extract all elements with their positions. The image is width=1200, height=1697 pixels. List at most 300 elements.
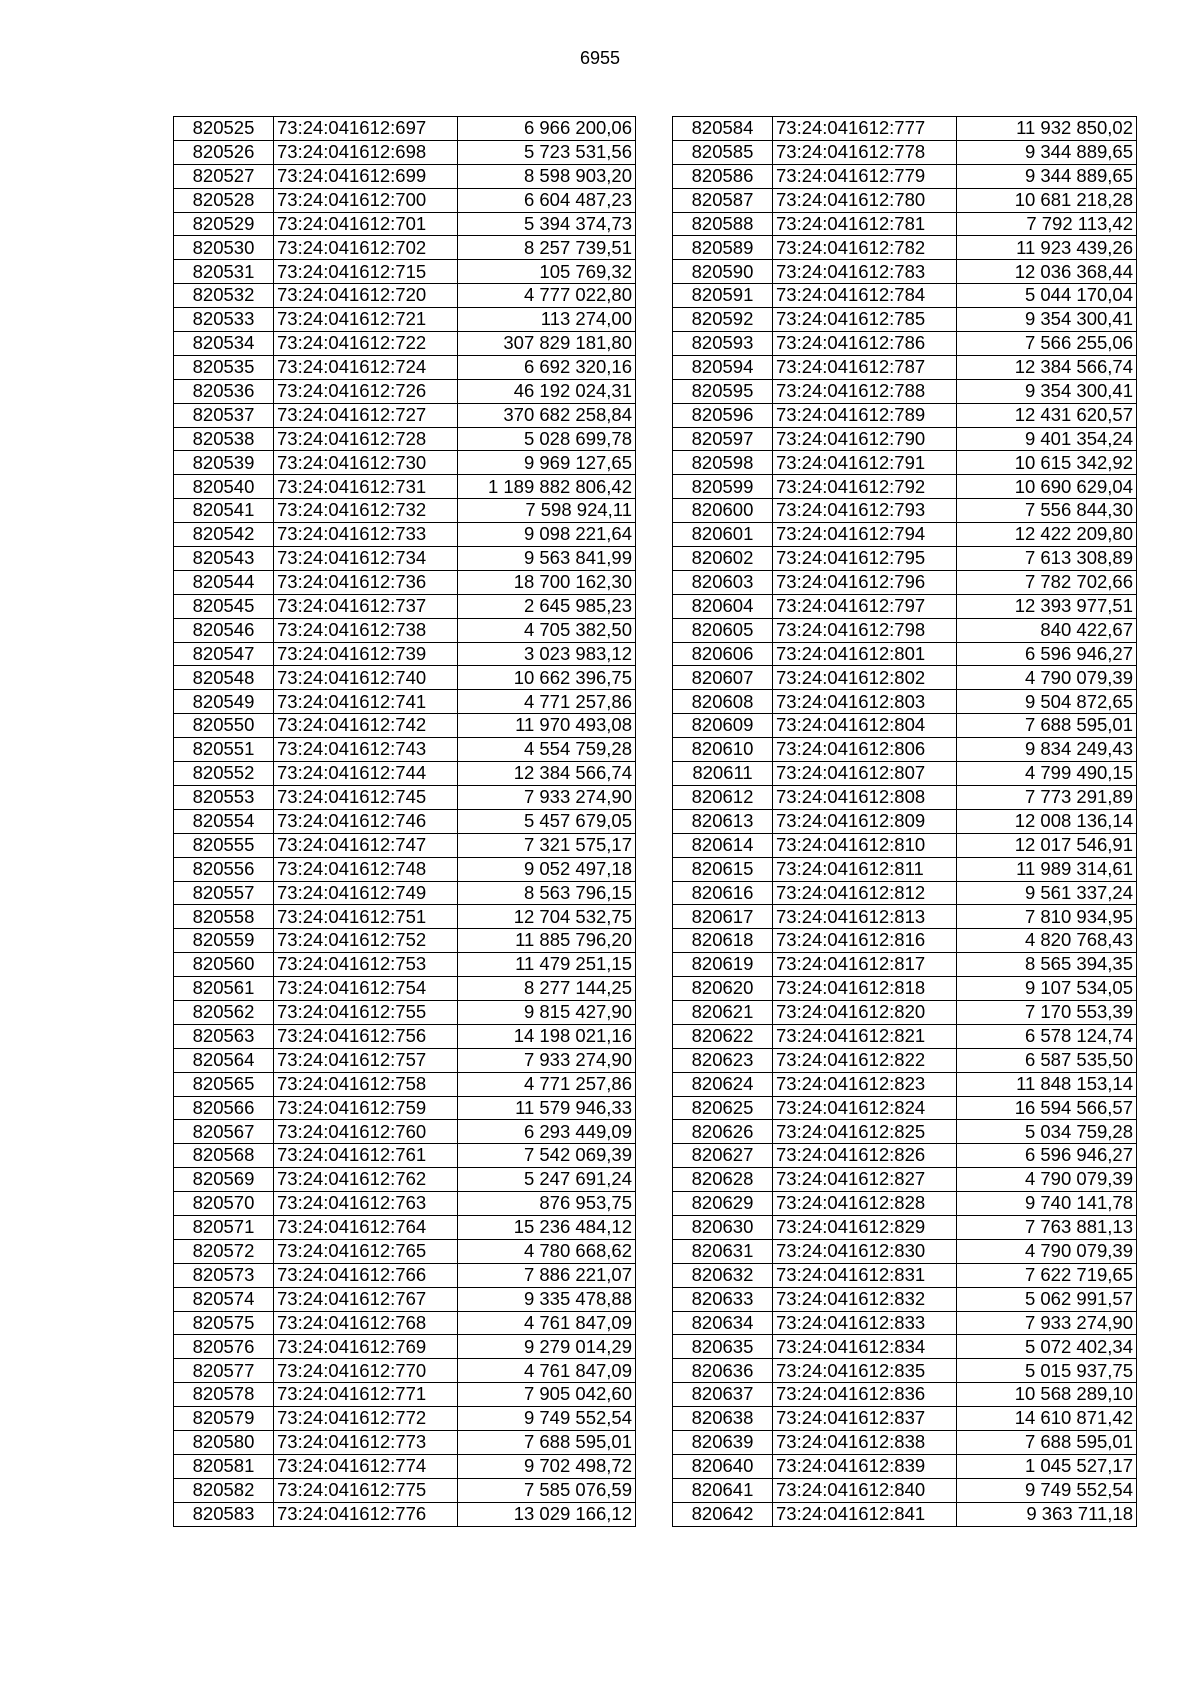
table-row [673,140,1137,164]
table-row [673,284,1137,308]
table-row [673,881,1137,905]
value-cell: 46 192 024,31 [458,379,636,403]
value-cell: 5 034 759,28 [957,1120,1137,1144]
row-number-cell: 820568 [174,1144,274,1168]
cadastral-number-cell: 73:24:041612:756 [274,1024,458,1048]
cadastral-number-cell: 73:24:041612:775 [274,1478,458,1502]
row-number-cell: 820537 [174,403,274,427]
row-number-cell: 820558 [174,905,274,929]
value-cell: 10 662 396,75 [458,666,636,690]
value-cell: 7 566 255,06 [957,332,1137,356]
cadastral-number-cell: 73:24:041612:821 [773,1024,957,1048]
row-number-cell: 820528 [174,188,274,212]
row-number-cell: 820562 [174,1000,274,1024]
row-number-cell: 820625 [673,1096,773,1120]
row-number-cell: 820584 [673,117,773,141]
row-number-cell: 820591 [673,284,773,308]
row-number-cell: 820636 [673,1359,773,1383]
row-number-cell: 820529 [174,212,274,236]
value-cell: 10 615 342,92 [957,451,1137,475]
table-row [673,618,1137,642]
value-cell: 7 933 274,90 [957,1311,1137,1335]
table-row [174,1192,636,1216]
row-number-cell: 820580 [174,1430,274,1454]
cadastral-number-cell: 73:24:041612:770 [274,1359,458,1383]
row-number-cell: 820601 [673,523,773,547]
cadastral-number-cell: 73:24:041612:764 [274,1215,458,1239]
row-number-cell: 820533 [174,308,274,332]
value-cell: 7 933 274,90 [458,785,636,809]
value-cell: 7 598 924,11 [458,499,636,523]
cadastral-number-cell: 73:24:041612:788 [773,379,957,403]
row-number-cell: 820629 [673,1192,773,1216]
table-row [673,857,1137,881]
table-row [673,1359,1137,1383]
row-number-cell: 820579 [174,1407,274,1431]
row-number-cell: 820617 [673,905,773,929]
row-number-cell: 820542 [174,523,274,547]
value-cell: 7 792 113,42 [957,212,1137,236]
cadastral-number-cell: 73:24:041612:730 [274,451,458,475]
row-number-cell: 820549 [174,690,274,714]
value-cell: 7 622 719,65 [957,1263,1137,1287]
row-number-cell: 820582 [174,1478,274,1502]
table-row [174,881,636,905]
cadastral-number-cell: 73:24:041612:722 [274,332,458,356]
row-number-cell: 820557 [174,881,274,905]
value-cell: 6 966 200,06 [458,117,636,141]
cadastral-number-cell: 73:24:041612:720 [274,284,458,308]
table-row [673,594,1137,618]
row-number-cell: 820614 [673,833,773,857]
row-number-cell: 820634 [673,1311,773,1335]
value-cell: 11 989 314,61 [957,857,1137,881]
table-row [174,929,636,953]
table-row [174,618,636,642]
value-cell: 8 563 796,15 [458,881,636,905]
table-row [673,236,1137,260]
row-number-cell: 820575 [174,1311,274,1335]
cadastral-number-cell: 73:24:041612:757 [274,1048,458,1072]
table-row [174,690,636,714]
table-row [673,403,1137,427]
table-row [174,642,636,666]
value-cell: 11 479 251,15 [458,953,636,977]
value-cell: 9 702 498,72 [458,1454,636,1478]
cadastral-number-cell: 73:24:041612:769 [274,1335,458,1359]
registry-table-right [672,116,1137,1527]
cadastral-number-cell: 73:24:041612:790 [773,427,957,451]
value-cell: 113 274,00 [458,308,636,332]
value-cell: 11 579 946,33 [458,1096,636,1120]
value-cell: 9 098 221,64 [458,523,636,547]
cadastral-number-cell: 73:24:041612:803 [773,690,957,714]
table-row [673,1263,1137,1287]
value-cell: 4 554 759,28 [458,738,636,762]
cadastral-number-cell: 73:24:041612:839 [773,1454,957,1478]
value-cell: 5 015 937,75 [957,1359,1137,1383]
cadastral-number-cell: 73:24:041612:733 [274,523,458,547]
row-number-cell: 820541 [174,499,274,523]
row-number-cell: 820547 [174,642,274,666]
cadastral-number-cell: 73:24:041612:780 [773,188,957,212]
value-cell: 9 052 497,18 [458,857,636,881]
table-row [174,164,636,188]
table-row [673,427,1137,451]
cadastral-number-cell: 73:24:041612:702 [274,236,458,260]
row-number-cell: 820596 [673,403,773,427]
row-number-cell: 820589 [673,236,773,260]
cadastral-number-cell: 73:24:041612:724 [274,355,458,379]
row-number-cell: 820635 [673,1335,773,1359]
row-number-cell: 820604 [673,594,773,618]
table-row [174,308,636,332]
value-cell: 4 771 257,86 [458,1072,636,1096]
value-cell: 10 681 218,28 [957,188,1137,212]
cadastral-number-cell: 73:24:041612:783 [773,260,957,284]
row-number-cell: 820595 [673,379,773,403]
value-cell: 9 401 354,24 [957,427,1137,451]
cadastral-number-cell: 73:24:041612:806 [773,738,957,762]
value-cell: 7 773 291,89 [957,785,1137,809]
cadastral-number-cell: 73:24:041612:728 [274,427,458,451]
row-number-cell: 820526 [174,140,274,164]
cadastral-number-cell: 73:24:041612:823 [773,1072,957,1096]
value-cell: 5 723 531,56 [458,140,636,164]
row-number-cell: 820623 [673,1048,773,1072]
value-cell: 7 542 069,39 [458,1144,636,1168]
row-number-cell: 820598 [673,451,773,475]
row-number-cell: 820555 [174,833,274,857]
table-row [174,1000,636,1024]
value-cell: 18 700 162,30 [458,570,636,594]
table-row [174,1311,636,1335]
row-number-cell: 820539 [174,451,274,475]
table-row [673,1000,1137,1024]
table-row [673,212,1137,236]
table-row [673,260,1137,284]
cadastral-number-cell: 73:24:041612:817 [773,953,957,977]
cadastral-number-cell: 73:24:041612:811 [773,857,957,881]
table-row [174,475,636,499]
value-cell: 5 394 374,73 [458,212,636,236]
cadastral-number-cell: 73:24:041612:743 [274,738,458,762]
value-cell: 9 335 478,88 [458,1287,636,1311]
value-cell: 9 344 889,65 [957,140,1137,164]
table-row [673,1168,1137,1192]
value-cell: 8 257 739,51 [458,236,636,260]
row-number-cell: 820637 [673,1383,773,1407]
table-row [174,1335,636,1359]
cadastral-number-cell: 73:24:041612:832 [773,1287,957,1311]
cadastral-number-cell: 73:24:041612:758 [274,1072,458,1096]
table-row [174,762,636,786]
value-cell: 3 023 983,12 [458,642,636,666]
value-cell: 6 587 535,50 [957,1048,1137,1072]
cadastral-number-cell: 73:24:041612:749 [274,881,458,905]
cadastral-number-cell: 73:24:041612:827 [773,1168,957,1192]
row-number-cell: 820597 [673,427,773,451]
cadastral-number-cell: 73:24:041612:721 [274,308,458,332]
value-cell: 4 761 847,09 [458,1311,636,1335]
table-row [673,1287,1137,1311]
row-number-cell: 820590 [673,260,773,284]
table-row [673,762,1137,786]
cadastral-number-cell: 73:24:041612:746 [274,809,458,833]
table-row [174,1096,636,1120]
table-row [174,1407,636,1431]
cadastral-number-cell: 73:24:041612:824 [773,1096,957,1120]
table-row [673,690,1137,714]
row-number-cell: 820545 [174,594,274,618]
table-row [673,499,1137,523]
row-number-cell: 820610 [673,738,773,762]
value-cell: 9 561 337,24 [957,881,1137,905]
value-cell: 12 008 136,14 [957,809,1137,833]
value-cell: 16 594 566,57 [957,1096,1137,1120]
row-number-cell: 820603 [673,570,773,594]
cadastral-number-cell: 73:24:041612:740 [274,666,458,690]
cadastral-number-cell: 73:24:041612:795 [773,547,957,571]
value-cell: 11 885 796,20 [458,929,636,953]
value-cell: 1 045 527,17 [957,1454,1137,1478]
value-cell: 11 970 493,08 [458,714,636,738]
value-cell: 876 953,75 [458,1192,636,1216]
row-number-cell: 820535 [174,355,274,379]
cadastral-number-cell: 73:24:041612:781 [773,212,957,236]
value-cell: 9 354 300,41 [957,308,1137,332]
table-row [673,1144,1137,1168]
cadastral-number-cell: 73:24:041612:818 [773,977,957,1001]
row-number-cell: 820585 [673,140,773,164]
cadastral-number-cell: 73:24:041612:759 [274,1096,458,1120]
table-row [174,714,636,738]
value-cell: 6 293 449,09 [458,1120,636,1144]
value-cell: 12 384 566,74 [458,762,636,786]
row-number-cell: 820587 [673,188,773,212]
row-number-cell: 820532 [174,284,274,308]
value-cell: 6 596 946,27 [957,1144,1137,1168]
cadastral-number-cell: 73:24:041612:833 [773,1311,957,1335]
table-row [174,1215,636,1239]
value-cell: 4 790 079,39 [957,1239,1137,1263]
table-row [174,953,636,977]
table-row [673,666,1137,690]
table-row [174,833,636,857]
table-row [174,499,636,523]
cadastral-number-cell: 73:24:041612:825 [773,1120,957,1144]
table-row [174,1383,636,1407]
table-row [673,523,1137,547]
value-cell: 9 749 552,54 [458,1407,636,1431]
value-cell: 7 905 042,60 [458,1383,636,1407]
cadastral-number-cell: 73:24:041612:767 [274,1287,458,1311]
row-number-cell: 820544 [174,570,274,594]
cadastral-number-cell: 73:24:041612:737 [274,594,458,618]
table-row [673,451,1137,475]
cadastral-number-cell: 73:24:041612:768 [274,1311,458,1335]
cadastral-number-cell: 73:24:041612:834 [773,1335,957,1359]
row-number-cell: 820613 [673,809,773,833]
cadastral-number-cell: 73:24:041612:700 [274,188,458,212]
table-row [673,785,1137,809]
table-row [673,809,1137,833]
table-row [673,833,1137,857]
table-row [673,929,1137,953]
table-row [174,1287,636,1311]
row-number-cell: 820612 [673,785,773,809]
cadastral-number-cell: 73:24:041612:826 [773,1144,957,1168]
cadastral-number-cell: 73:24:041612:747 [274,833,458,857]
table-row [673,570,1137,594]
cadastral-number-cell: 73:24:041612:701 [274,212,458,236]
cadastral-number-cell: 73:24:041612:807 [773,762,957,786]
row-number-cell: 820633 [673,1287,773,1311]
value-cell: 4 777 022,80 [458,284,636,308]
row-number-cell: 820569 [174,1168,274,1192]
value-cell: 5 072 402,34 [957,1335,1137,1359]
table-row [673,1311,1137,1335]
value-cell: 9 563 841,99 [458,547,636,571]
row-number-cell: 820588 [673,212,773,236]
value-cell: 4 705 382,50 [458,618,636,642]
row-number-cell: 820548 [174,666,274,690]
table-row [174,427,636,451]
value-cell: 8 565 394,35 [957,953,1137,977]
row-number-cell: 820566 [174,1096,274,1120]
row-number-cell: 820550 [174,714,274,738]
table-row [174,284,636,308]
row-number-cell: 820573 [174,1263,274,1287]
row-number-cell: 820527 [174,164,274,188]
table-row [673,1072,1137,1096]
table-row [673,1502,1137,1526]
cadastral-number-cell: 73:24:041612:753 [274,953,458,977]
value-cell: 4 780 668,62 [458,1239,636,1263]
row-number-cell: 820565 [174,1072,274,1096]
cadastral-number-cell: 73:24:041612:760 [274,1120,458,1144]
value-cell: 4 790 079,39 [957,1168,1137,1192]
cadastral-number-cell: 73:24:041612:809 [773,809,957,833]
cadastral-number-cell: 73:24:041612:744 [274,762,458,786]
value-cell: 12 036 368,44 [957,260,1137,284]
row-number-cell: 820574 [174,1287,274,1311]
value-cell: 12 393 977,51 [957,594,1137,618]
row-number-cell: 820564 [174,1048,274,1072]
table-row [673,642,1137,666]
table-row [673,977,1137,1001]
row-number-cell: 820611 [673,762,773,786]
value-cell: 9 279 014,29 [458,1335,636,1359]
cadastral-number-cell: 73:24:041612:804 [773,714,957,738]
cadastral-number-cell: 73:24:041612:763 [274,1192,458,1216]
cadastral-number-cell: 73:24:041612:787 [773,355,957,379]
row-number-cell: 820640 [673,1454,773,1478]
row-number-cell: 820615 [673,857,773,881]
cadastral-number-cell: 73:24:041612:813 [773,905,957,929]
cadastral-number-cell: 73:24:041612:841 [773,1502,957,1526]
cadastral-number-cell: 73:24:041612:831 [773,1263,957,1287]
row-number-cell: 820627 [673,1144,773,1168]
value-cell: 9 969 127,65 [458,451,636,475]
value-cell: 7 810 934,95 [957,905,1137,929]
table-row [174,570,636,594]
value-cell: 5 457 679,05 [458,809,636,833]
row-number-cell: 820530 [174,236,274,260]
value-cell: 6 692 320,16 [458,355,636,379]
value-cell: 7 688 595,01 [957,1430,1137,1454]
cadastral-number-cell: 73:24:041612:779 [773,164,957,188]
value-cell: 11 923 439,26 [957,236,1137,260]
value-cell: 5 062 991,57 [957,1287,1137,1311]
cadastral-number-cell: 73:24:041612:736 [274,570,458,594]
value-cell: 6 604 487,23 [458,188,636,212]
row-number-cell: 820632 [673,1263,773,1287]
value-cell: 11 932 850,02 [957,117,1137,141]
row-number-cell: 820571 [174,1215,274,1239]
table-row [174,1430,636,1454]
cadastral-number-cell: 73:24:041612:812 [773,881,957,905]
row-number-cell: 820525 [174,117,274,141]
cadastral-number-cell: 73:24:041612:742 [274,714,458,738]
cadastral-number-cell: 73:24:041612:792 [773,475,957,499]
cadastral-number-cell: 73:24:041612:698 [274,140,458,164]
value-cell: 7 933 274,90 [458,1048,636,1072]
row-number-cell: 820561 [174,977,274,1001]
value-cell: 11 848 153,14 [957,1072,1137,1096]
value-cell: 9 815 427,90 [458,1000,636,1024]
row-number-cell: 820570 [174,1192,274,1216]
value-cell: 7 556 844,30 [957,499,1137,523]
row-number-cell: 820602 [673,547,773,571]
row-number-cell: 820534 [174,332,274,356]
cadastral-number-cell: 73:24:041612:741 [274,690,458,714]
cadastral-number-cell: 73:24:041612:765 [274,1239,458,1263]
value-cell: 8 277 144,25 [458,977,636,1001]
table-row [673,164,1137,188]
table-row [174,1120,636,1144]
cadastral-number-cell: 73:24:041612:777 [773,117,957,141]
value-cell: 9 740 141,78 [957,1192,1137,1216]
page-number: 6955 [579,48,621,68]
table-row [174,1168,636,1192]
table-row [673,1478,1137,1502]
row-number-cell: 820608 [673,690,773,714]
cadastral-number-cell: 73:24:041612:796 [773,570,957,594]
cadastral-number-cell: 73:24:041612:762 [274,1168,458,1192]
value-cell: 12 422 209,80 [957,523,1137,547]
cadastral-number-cell: 73:24:041612:820 [773,1000,957,1024]
table-row [174,1359,636,1383]
value-cell: 7 688 595,01 [957,714,1137,738]
table-row [673,1215,1137,1239]
table-row [673,308,1137,332]
table-row [174,785,636,809]
row-number-cell: 820606 [673,642,773,666]
table-row [673,188,1137,212]
cadastral-number-cell: 73:24:041612:782 [773,236,957,260]
value-cell: 6 578 124,74 [957,1024,1137,1048]
table-row [174,857,636,881]
value-cell: 7 613 308,89 [957,547,1137,571]
row-number-cell: 820620 [673,977,773,1001]
value-cell: 10 568 289,10 [957,1383,1137,1407]
value-cell: 12 384 566,74 [957,355,1137,379]
table-row [673,1430,1137,1454]
row-number-cell: 820618 [673,929,773,953]
cadastral-number-cell: 73:24:041612:838 [773,1430,957,1454]
row-number-cell: 820560 [174,953,274,977]
